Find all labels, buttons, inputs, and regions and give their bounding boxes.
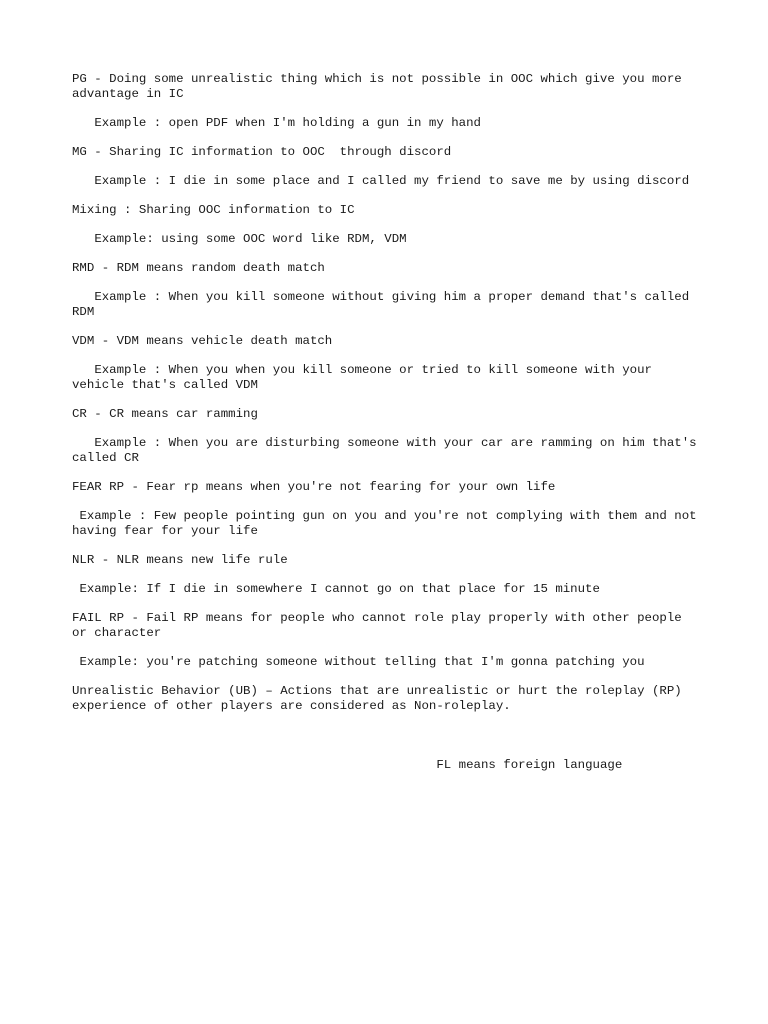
- example-fear-rp: Example : Few people pointing gun on you and you're not complying with them and not having fear for your life: [72, 509, 705, 538]
- example-pg: Example : open PDF when I'm holding a gun in my hand: [72, 116, 481, 130]
- example-cr: Example : When you are disturbing someone with your car are ramming on him that's called CR: [72, 436, 705, 465]
- example-rdm: Example : When you kill someone without giving him a proper demand that's called RDM: [72, 290, 697, 319]
- rule-pg: PG - Doing some unrealistic thing which is not possible in OOC which give you more advantage in IC: [72, 72, 690, 101]
- rule-fail-rp: FAIL RP - Fail RP means for people who cannot role play properly with other people or character: [72, 611, 690, 640]
- rule-nlr: NLR - NLR means new life rule: [72, 553, 288, 567]
- rule-fl-text: FL means foreign language: [436, 758, 623, 772]
- example-nlr: Example: If I die in somewhere I cannot go on that place for 15 minute: [72, 582, 600, 596]
- example-fail-rp: Example: you're patching someone without telling that I'm gonna patching you: [72, 655, 645, 669]
- rule-mixing: Mixing : Sharing OOC information to IC: [72, 203, 355, 217]
- example-vdm: Example : When you when you kill someone or tried to kill someone with your vehicle that's called VDM: [72, 363, 660, 392]
- example-mg: Example : I die in some place and I called my friend to save me by using discord: [72, 174, 690, 188]
- rule-fl: [72, 758, 702, 773]
- example-mixing: Example: using some OOC word like RDM, VDM: [72, 232, 407, 246]
- rule-cr: CR - CR means car ramming: [72, 407, 258, 421]
- rule-fear-rp: FEAR RP - Fear rp means when you're not fearing for your own life: [72, 480, 556, 494]
- document-body: [72, 72, 705, 787]
- rule-mg: MG - Sharing IC information to OOC through discord: [72, 145, 452, 159]
- rule-unrealistic-behavior: Unrealistic Behavior (UB) – Actions that are unrealistic or hurt the roleplay (RP) experience of other players are considered as Non-roleplay.: [72, 684, 690, 713]
- rule-rdm: RMD - RDM means random death match: [72, 261, 325, 275]
- rule-vdm: VDM - VDM means vehicle death match: [72, 334, 333, 348]
